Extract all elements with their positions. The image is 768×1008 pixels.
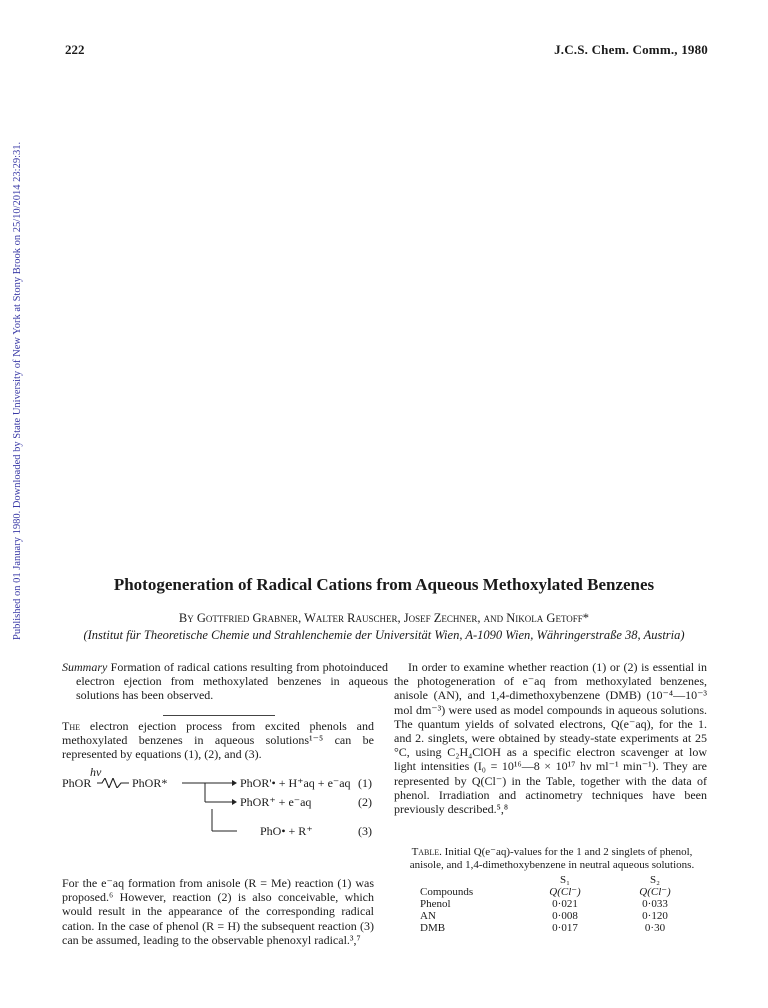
table-row [420,922,695,934]
table-row [420,898,695,910]
author-list: By Gottfried Grabner, Walter Rauscher, Josef Zechner, and Nikola Getoff* [178,611,590,625]
table-cell: DMB [420,922,446,934]
eq-num-3: (3) [358,824,372,838]
body-paragraph-right: In order to examine whether reaction (1) or (2) is essential in the photogeneration of e⁻aq from methoxylated benzenes, anisole (AN), and 1,4-dimethoxybenzene (DMB) (10⁻⁴—10⁻³ mol dm⁻³) were used as model compounds in aqueous solutions. The quantum yields of solvated electrons, Q(e⁻aq), for the 1. and 2. singlets, were obtained by steady-state experiments at 25 °C, using C₂H₄ClOH as a specific electron scavenger at low light intensities (I₀ = 10¹⁶—8 × 10¹⁷ hν ml⁻¹ min⁻¹). They are represented by Q(Cl⁻) in the Table, together with the data of phenol. Irradiation and actinometry techniques have been previously described.⁵,⁸ [394,660,707,817]
article-title: Photogeneration of Radical Cations from Aqueous Methoxylated Benzenes [113,575,655,594]
summary-paragraph [62,660,388,703]
intro-lead: The [62,719,80,733]
page-number: 222 [65,42,85,57]
reactant: PhOR [62,776,92,790]
table-cell: 0·021 [552,898,578,910]
table-subheader-row [420,886,695,898]
table-cell: 0·30 [644,922,666,934]
table-cell: Phenol [420,898,451,910]
table-label: Table. [411,846,442,858]
table-header-row [420,874,695,886]
body-paragraph-2: For the e⁻aq formation from anisole (R = Me) reaction (1) was proposed.⁶ However, reaction (2) is also conceivable, which would result in the appearance of the corresponding radical cation. In the case of phenol (R = H) the subsequent reaction (3) can be assumed, leading to the observable phenoxyl radical.³,⁷ [62,876,374,947]
branch-arrows-icon [182,779,237,871]
table-cell: AN [420,910,436,922]
table-row [420,910,695,922]
journal-header: J.C.S. Chem. Comm., 1980 [554,42,708,57]
col-header-s2: S₂ [650,874,660,886]
affiliation: (Institut für Theoretische Chemie und Strahlenchemie der Universität Wien, A-1090 Wien, Währingerstraße 38, Austria) [83,628,685,642]
download-notice[interactable]: Published on 01 January 1980. Downloaded by State University of New York at Stony Brook on 25/10/2014 23:29:31. [12,141,23,640]
col-header-compounds: Compounds [420,886,474,898]
table-cell: 0·033 [642,898,668,910]
col-subheader-s2: Q(Cl⁻) [639,886,671,898]
table-caption [402,846,702,872]
col-header-s1: S₁ [560,874,570,886]
summary-text: Formation of radical cations resulting from photoinduced electron ejection from methoxylated benzenes in aqueous solutions has been observed. [76,660,388,703]
section-divider [163,715,275,716]
eq-num-2: (2) [358,795,372,809]
product-3: PhO• + R⁺ [260,824,313,838]
intro-paragraph [62,719,374,762]
intro-text: electron ejection process from excited phenols and methoxylated benzenes in aqueous solutions¹⁻⁵ can be represented by equations (1), (2), and (3). [62,719,374,762]
product-2: PhOR⁺ + e⁻aq [240,795,312,809]
table-cell: 0·120 [642,910,668,922]
table-caption-text: Initial Q(e⁻aq)-values for the 1 and 2 singlets of phenol, anisole, and 1,4-dimethoxybenzene in neutral aqueous solutions. [409,846,695,871]
summary-label: Summary [62,660,108,674]
col-subheader-s1: Q(Cl⁻) [549,886,581,898]
excited-state: PhOR* [132,776,168,790]
data-table [420,874,695,934]
hv-label: hν [90,765,102,779]
reaction-scheme [62,765,374,875]
table-cell: 0·017 [552,922,578,934]
table-cell: 0·008 [552,910,578,922]
product-1: PhOR'• + H⁺aq + e⁻aq [240,776,351,790]
eq-num-1: (1) [358,776,372,790]
wavy-arrow-icon [97,778,129,788]
